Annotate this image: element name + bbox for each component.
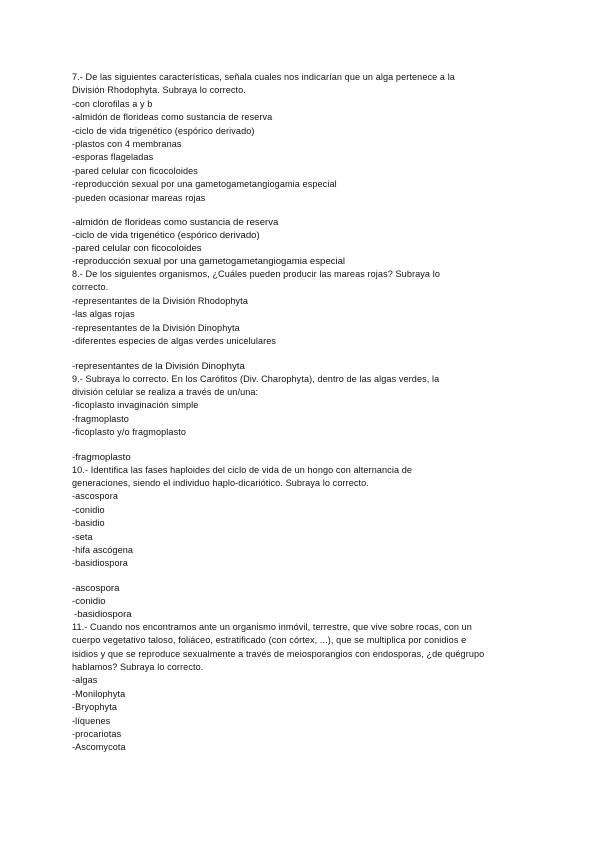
spacer — [72, 205, 532, 216]
answer-10 — [72, 582, 532, 621]
answer-10-line: -conidio — [72, 595, 106, 607]
question-10-line: generaciones, siendo el individuo haplo-dicariótico. Subraya lo correcto. — [72, 477, 369, 488]
spacer — [72, 571, 532, 582]
question-7-option: -reproducción sexual por una gametogametangiogamia especial — [72, 179, 337, 190]
question-11 — [72, 621, 532, 755]
question-10-line: 10.- Identifica las fases haploides del ciclo de vida de un hongo con alternancia de — [72, 464, 413, 475]
question-11-line: 11.- Cuando nos encontramos ante un organismo inmóvil, terrestre, que vive sobre rocas, con un — [72, 621, 472, 632]
question-7-option: -pueden ocasionar mareas rojas — [72, 192, 206, 203]
question-11-line: isidios y que se reproduce sexualmente a través de meiosporangios con endosporas, ¿de quégrupo — [72, 648, 485, 659]
question-11-line: cuerpo vegetativo taloso, foliáceo, estratificado (con córtex, ...), que se multiplica por conidios e — [72, 635, 467, 646]
document-page — [72, 71, 532, 755]
question-11-line: hablamos? Subraya lo correcto. — [72, 662, 204, 672]
answer-9 — [72, 451, 532, 464]
question-7-option: -esporas flageladas — [72, 152, 154, 163]
question-8-option: -diferentes especies de algas verdes unicelulares — [72, 336, 277, 347]
question-8-line: correcto. — [72, 282, 109, 293]
question-7-option: -plastos con 4 membranas — [72, 139, 182, 150]
question-11-option: -algas — [72, 675, 98, 686]
spacer — [72, 349, 532, 360]
question-9 — [72, 373, 532, 440]
question-9-option: -ficoplasto y/o fragmoplasto — [72, 427, 186, 438]
question-10-option: -basidio — [72, 518, 105, 529]
answer-7-line: -almidón de florideas como sustancia de reserva — [72, 217, 279, 229]
question-7 — [72, 71, 532, 205]
answer-10-line: -basidiospora — [74, 608, 132, 620]
question-10-option: -ascospora — [72, 491, 118, 502]
question-10 — [72, 464, 532, 571]
question-10-option: -conidio — [72, 504, 105, 515]
question-10-option: -hifa ascógena — [72, 544, 134, 555]
question-7-option: -almidón de florideas como sustancia de reserva — [72, 112, 273, 123]
answer-9-line: -fragmoplasto — [72, 451, 131, 463]
answer-7-line: -ciclo de vida trigenético (espórico derivado) — [72, 230, 260, 242]
answer-8 — [72, 360, 532, 373]
question-10-option: -seta — [72, 531, 93, 542]
answer-7-line: -pared celular con ficocoloides — [72, 243, 202, 255]
question-8-option: -representantes de la División Dinophyta — [72, 322, 240, 333]
question-9-line: 9.- Subraya lo correcto. En los Carófitos (Div. Charophyta), dentro de las algas verdes, la — [72, 373, 440, 384]
question-9-line: división celular se realiza a través de un/una: — [72, 386, 259, 397]
question-8-option: -representantes de la División Rhodophyta — [72, 295, 248, 306]
question-11-option: -Bryophyta — [72, 702, 117, 713]
answer-7-line: -reproducción sexual por una gametogametangiogamia especial — [72, 256, 346, 268]
question-11-option: -Ascomycota — [72, 742, 126, 753]
question-10-option: -basidiospora — [72, 558, 128, 569]
question-8 — [72, 268, 532, 348]
question-7-line: 7.- De las siguientes características, señala cuales nos indicarían que un alga pertenece a la — [72, 72, 455, 82]
question-7-option: -con clorofilas a y b — [72, 98, 153, 109]
question-8-line: 8.- De los siguientes organismos, ¿Cuáles pueden producir las mareas rojas? Subraya lo — [72, 269, 440, 280]
question-11-option: -procariotas — [72, 729, 122, 740]
answer-7 — [72, 216, 532, 268]
question-7-line: División Rhodophyta. Subraya lo correcto. — [72, 85, 246, 96]
question-9-option: -fragmoplasto — [72, 413, 129, 424]
answer-8-line: -representantes de la División Dinophyta — [72, 360, 245, 372]
answer-10-line: -ascospora — [72, 582, 120, 594]
spacer — [72, 440, 532, 451]
question-7-option: -ciclo de vida trigenético (espórico derivado) — [72, 125, 255, 136]
question-11-option: -líquenes — [72, 715, 111, 726]
question-9-option: -ficoplasto invaginación simple — [72, 400, 199, 411]
question-8-option: -las algas rojas — [72, 309, 135, 320]
question-7-option: -pared celular con ficocoloides — [72, 165, 198, 176]
question-11-option: -Monilophyta — [72, 688, 126, 699]
